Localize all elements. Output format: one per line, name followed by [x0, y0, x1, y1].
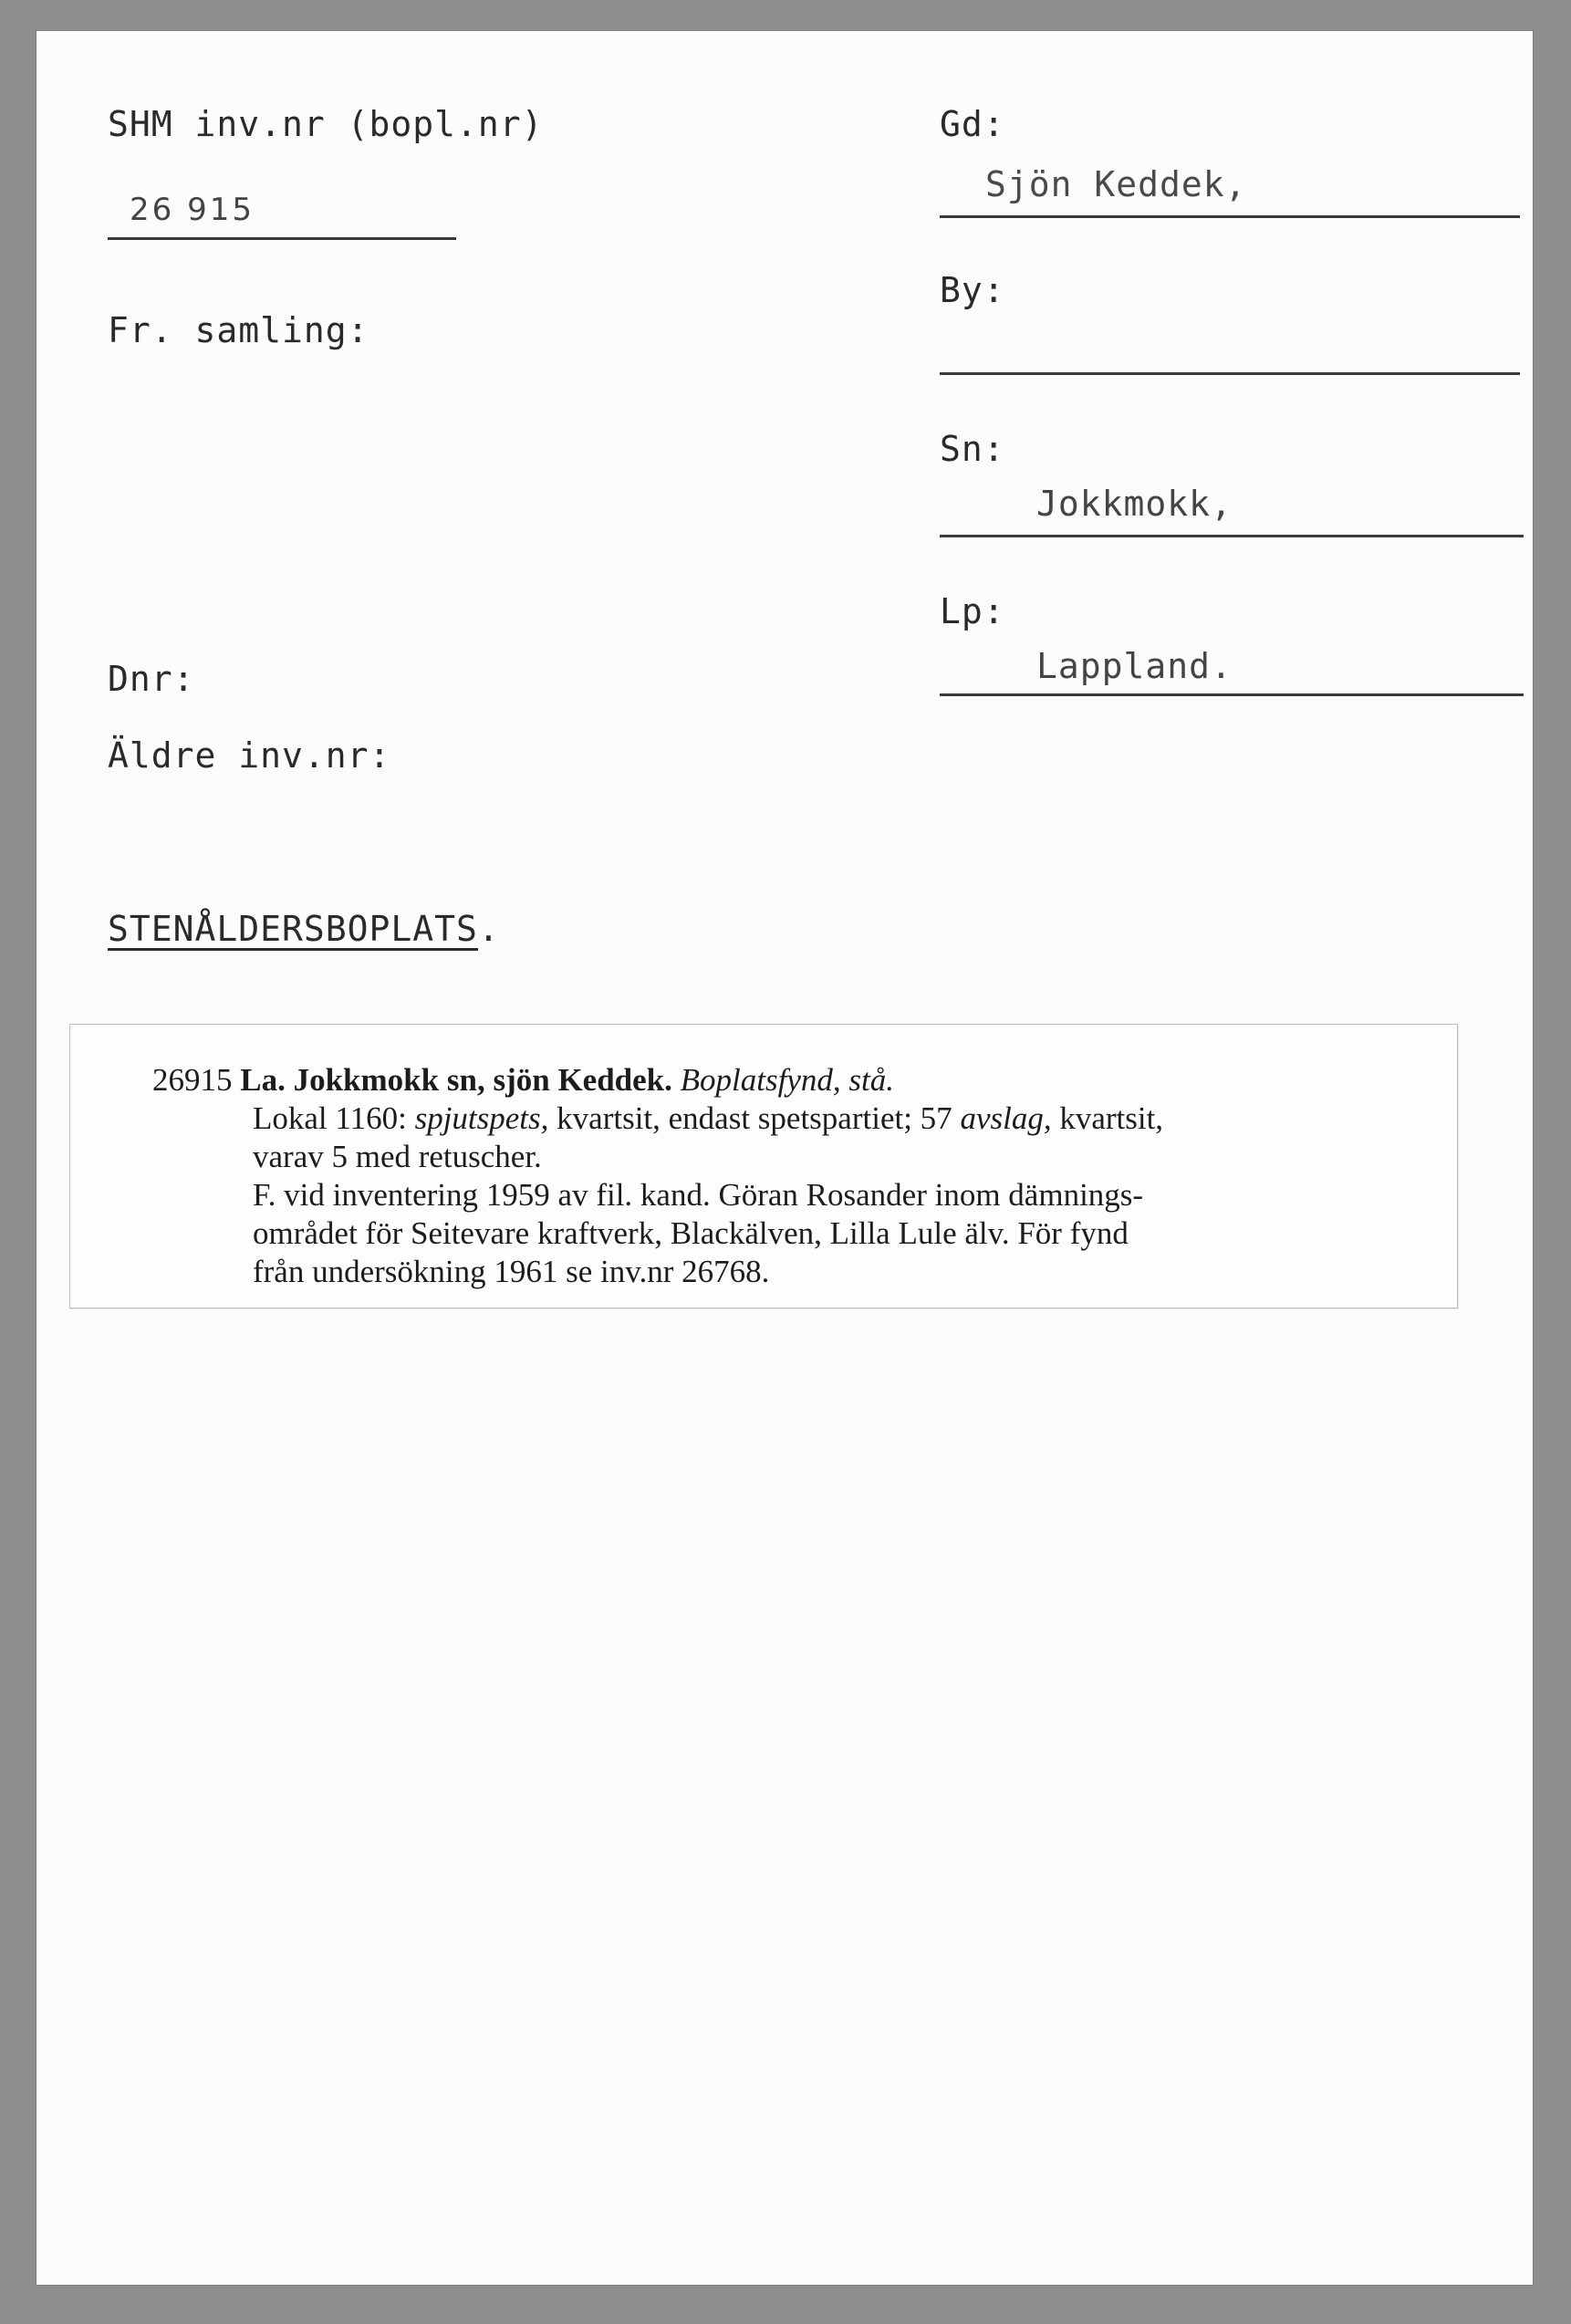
- slip-heading: La. Jokkmokk sn, sjön Keddek.: [240, 1062, 672, 1098]
- aldre-inv-label: Äldre inv.nr:: [108, 735, 391, 776]
- gd-value: Sjön Keddek,: [985, 164, 1247, 204]
- slip-line-2: [152, 1099, 1411, 1138]
- slip-l2-b: spjutspets,: [414, 1100, 549, 1136]
- category-period: .: [477, 909, 500, 949]
- slip-line-6: från undersökning 1961 se inv.nr 26768.: [253, 1254, 770, 1289]
- inv-number-rule: [108, 237, 456, 240]
- fr-samling-label: Fr. samling:: [108, 310, 369, 350]
- catalogue-slip: [69, 1024, 1458, 1308]
- slip-text: [152, 1061, 1411, 1291]
- lp-label: Lp:: [940, 591, 1005, 631]
- catalogue-card: [36, 31, 1533, 2285]
- category-heading: [108, 909, 500, 949]
- by-label: By:: [940, 270, 1005, 310]
- inv-label: SHM inv.nr (bopl.nr): [108, 104, 544, 144]
- slip-number: 26915: [152, 1062, 233, 1098]
- slip-line-5: området för Seitevare kraftverk, Blackälven, Lilla Lule älv. För fynd: [253, 1215, 1129, 1251]
- inv-number: 26 915: [130, 192, 255, 228]
- slip-l2-a: Lokal 1160:: [253, 1100, 407, 1136]
- sn-label: Sn:: [940, 429, 1005, 469]
- sn-rule: [940, 535, 1524, 537]
- category-text: STENÅLDERSBOPLATS: [108, 909, 478, 949]
- slip-heading-italic: Boplatsfynd, stå.: [680, 1062, 894, 1098]
- slip-line-1: [152, 1061, 1411, 1099]
- sn-value: Jokkmokk,: [1036, 484, 1233, 524]
- slip-l2-d: avslag,: [960, 1100, 1052, 1136]
- slip-line-4: F. vid inventering 1959 av fil. kand. Göran Rosander inom dämnings-: [253, 1177, 1144, 1213]
- gd-label: Gd:: [940, 104, 1005, 144]
- by-rule: [940, 372, 1520, 375]
- dnr-label: Dnr:: [108, 659, 195, 699]
- slip-l2-c: kvartsit, endast spetspartiet; 57: [557, 1100, 952, 1136]
- slip-line-3: varav 5 med retuscher.: [253, 1139, 542, 1174]
- gd-rule: [940, 215, 1520, 218]
- slip-l2-e: kvartsit,: [1059, 1100, 1164, 1136]
- lp-value: Lappland.: [1036, 646, 1233, 686]
- lp-rule: [940, 693, 1524, 696]
